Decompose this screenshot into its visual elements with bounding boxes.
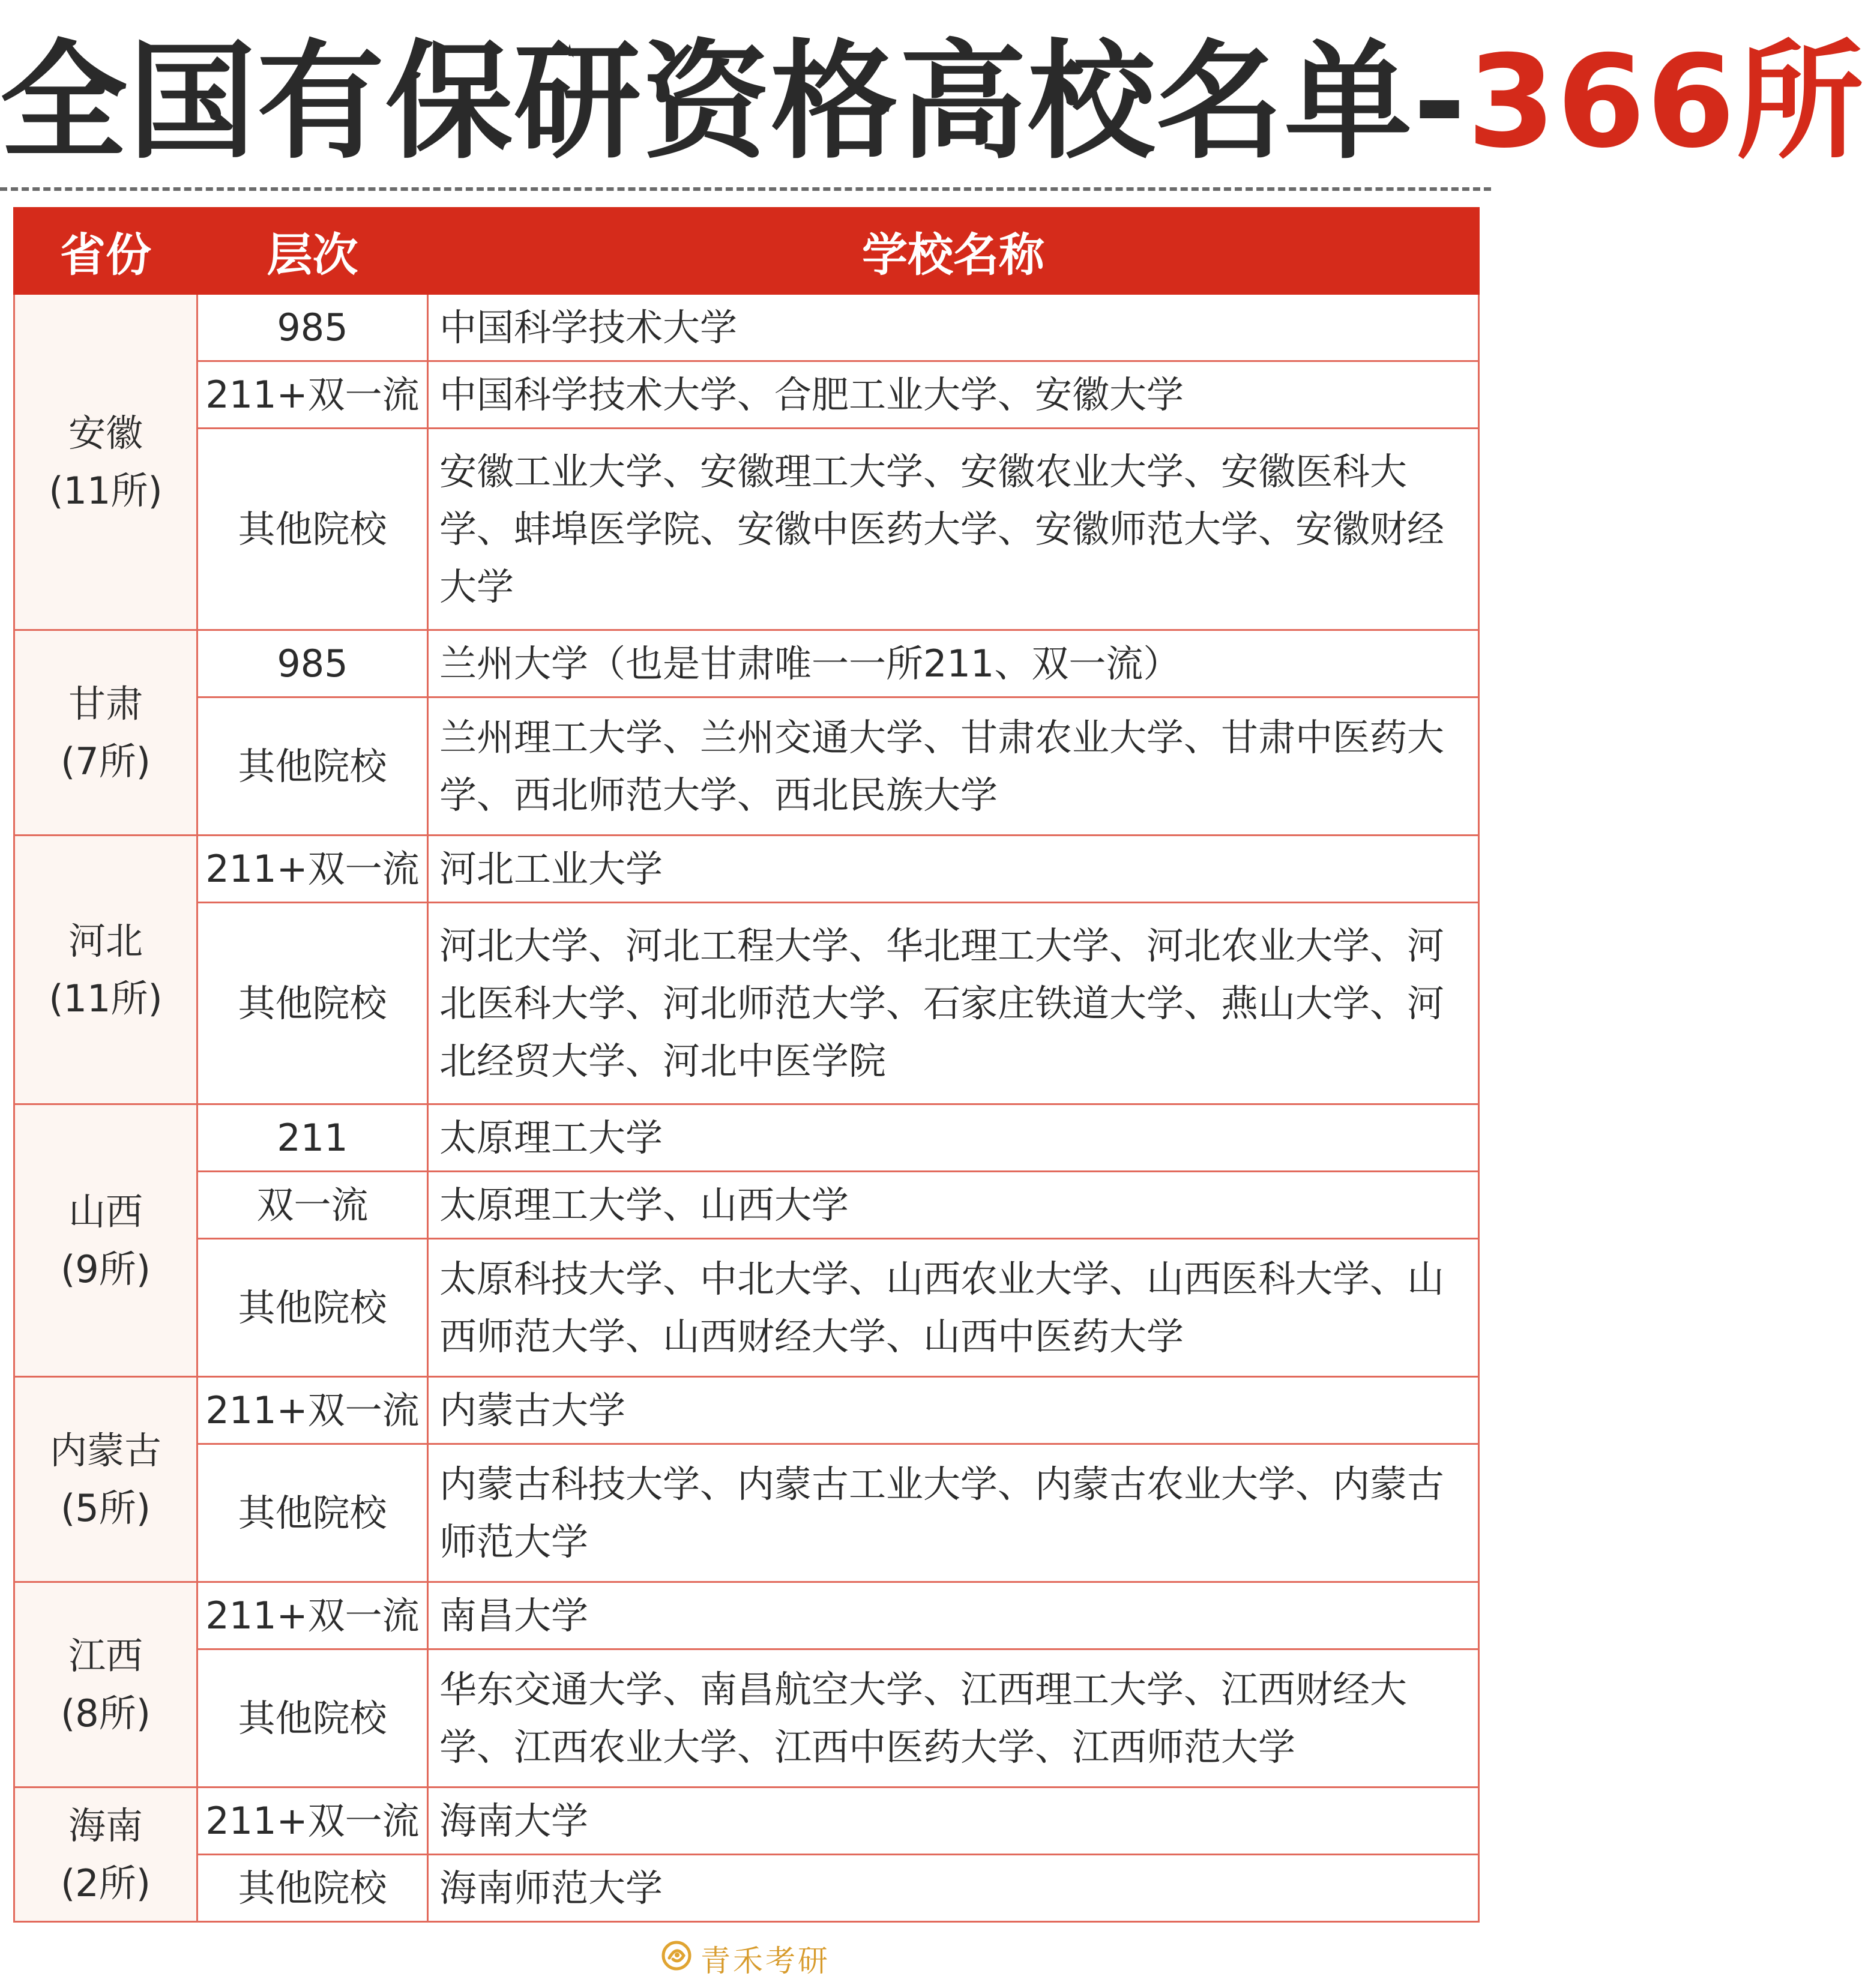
level-cell: 其他院校 [197, 429, 428, 630]
province-name: 安徽 [68, 411, 143, 455]
level-cell: 其他院校 [197, 1649, 428, 1788]
schools-cell: 中国科学技术大学、合肥工业大学、安徽大学 [428, 361, 1479, 429]
province-count: (5所) [61, 1486, 151, 1530]
province-count: (9所) [61, 1247, 151, 1291]
table-row [14, 1444, 1479, 1582]
province-count: (7所) [61, 739, 151, 783]
province-name: 海南 [68, 1803, 143, 1848]
level-cell: 其他院校 [197, 697, 428, 836]
page-title [0, 24, 1865, 180]
province-cell-hainan [14, 1788, 197, 1922]
brand-name: 青禾考研 [701, 1944, 830, 1978]
table-row [14, 429, 1479, 630]
province-cell-anhui [14, 294, 197, 630]
schools-cell: 安徽工业大学、安徽理工大学、安徽农业大学、安徽医科大学、蚌埠医学院、安徽中医药大学、安徽师范大学、安徽财经大学 [428, 429, 1479, 630]
title-main: 全国有保研资格高校名单- [0, 28, 1467, 176]
province-cell-hebei [14, 836, 197, 1104]
level-cell: 211+双一流 [197, 1582, 428, 1649]
schools-cell: 海南师范大学 [428, 1855, 1479, 1922]
schools-cell: 内蒙古科技大学、内蒙古工业大学、内蒙古农业大学、内蒙古师范大学 [428, 1444, 1479, 1582]
table-row [14, 903, 1479, 1104]
table-row [14, 1788, 1479, 1855]
table-row [14, 1239, 1479, 1377]
table-header-row [14, 208, 1479, 294]
level-cell: 985 [197, 294, 428, 361]
level-cell: 985 [197, 630, 428, 697]
province-cell-jiangxi [14, 1582, 197, 1788]
table-row [14, 1104, 1479, 1172]
province-cell-shanxi [14, 1104, 197, 1377]
level-cell: 其他院校 [197, 1239, 428, 1377]
table-row [14, 294, 1479, 361]
province-count: (11所) [49, 976, 163, 1020]
schools-cell: 河北大学、河北工程大学、华北理工大学、河北农业大学、河北医科大学、河北师范大学、石家庄铁道大学、燕山大学、河北经贸大学、河北中医学院 [428, 903, 1479, 1104]
level-cell: 211+双一流 [197, 836, 428, 903]
table-row [14, 361, 1479, 429]
table-row [14, 697, 1479, 836]
province-count: (2所) [61, 1861, 151, 1905]
schools-cell: 兰州大学（也是甘肃唯一一所211、双一流） [428, 630, 1479, 697]
table-row [14, 1377, 1479, 1444]
swirl-logo-icon [661, 1940, 692, 1982]
schools-cell: 河北工业大学 [428, 836, 1479, 903]
level-cell: 其他院校 [197, 1444, 428, 1582]
table-row [14, 630, 1479, 697]
title-highlight: 366所 [1467, 28, 1865, 176]
province-name: 山西 [68, 1189, 143, 1233]
schools-cell: 兰州理工大学、兰州交通大学、甘肃农业大学、甘肃中医药大学、西北师范大学、西北民族大学 [428, 697, 1479, 836]
header-level: 层次 [197, 208, 428, 294]
province-name: 内蒙古 [49, 1428, 161, 1472]
level-cell: 其他院校 [197, 1855, 428, 1922]
footer-watermark [0, 1938, 1491, 1982]
schools-cell: 华东交通大学、南昌航空大学、江西理工大学、江西财经大学、江西农业大学、江西中医药大学、江西师范大学 [428, 1649, 1479, 1788]
dashed-divider [0, 187, 1491, 191]
province-cell-neimenggu [14, 1377, 197, 1582]
level-cell: 双一流 [197, 1172, 428, 1239]
level-cell: 211+双一流 [197, 1377, 428, 1444]
table-row [14, 836, 1479, 903]
schools-cell: 南昌大学 [428, 1582, 1479, 1649]
header-schools: 学校名称 [428, 208, 1479, 294]
university-table [13, 207, 1480, 1923]
table-row [14, 1172, 1479, 1239]
schools-cell: 海南大学 [428, 1788, 1479, 1855]
level-cell: 其他院校 [197, 903, 428, 1104]
province-count: (8所) [61, 1691, 151, 1735]
header-province: 省份 [14, 208, 197, 294]
province-name: 江西 [68, 1633, 143, 1678]
schools-cell: 中国科学技术大学 [428, 294, 1479, 361]
table-row [14, 1649, 1479, 1788]
table-row [14, 1582, 1479, 1649]
level-cell: 211+双一流 [197, 1788, 428, 1855]
province-count: (11所) [49, 468, 163, 513]
schools-cell: 太原理工大学、山西大学 [428, 1172, 1479, 1239]
level-cell: 211+双一流 [197, 361, 428, 429]
level-cell: 211 [197, 1104, 428, 1172]
province-cell-gansu [14, 630, 197, 836]
schools-cell: 太原理工大学 [428, 1104, 1479, 1172]
table-row [14, 1855, 1479, 1922]
schools-cell: 内蒙古大学 [428, 1377, 1479, 1444]
schools-cell: 太原科技大学、中北大学、山西农业大学、山西医科大学、山西师范大学、山西财经大学、山西中医药大学 [428, 1239, 1479, 1377]
province-name: 河北 [68, 918, 143, 963]
province-name: 甘肃 [68, 681, 143, 726]
